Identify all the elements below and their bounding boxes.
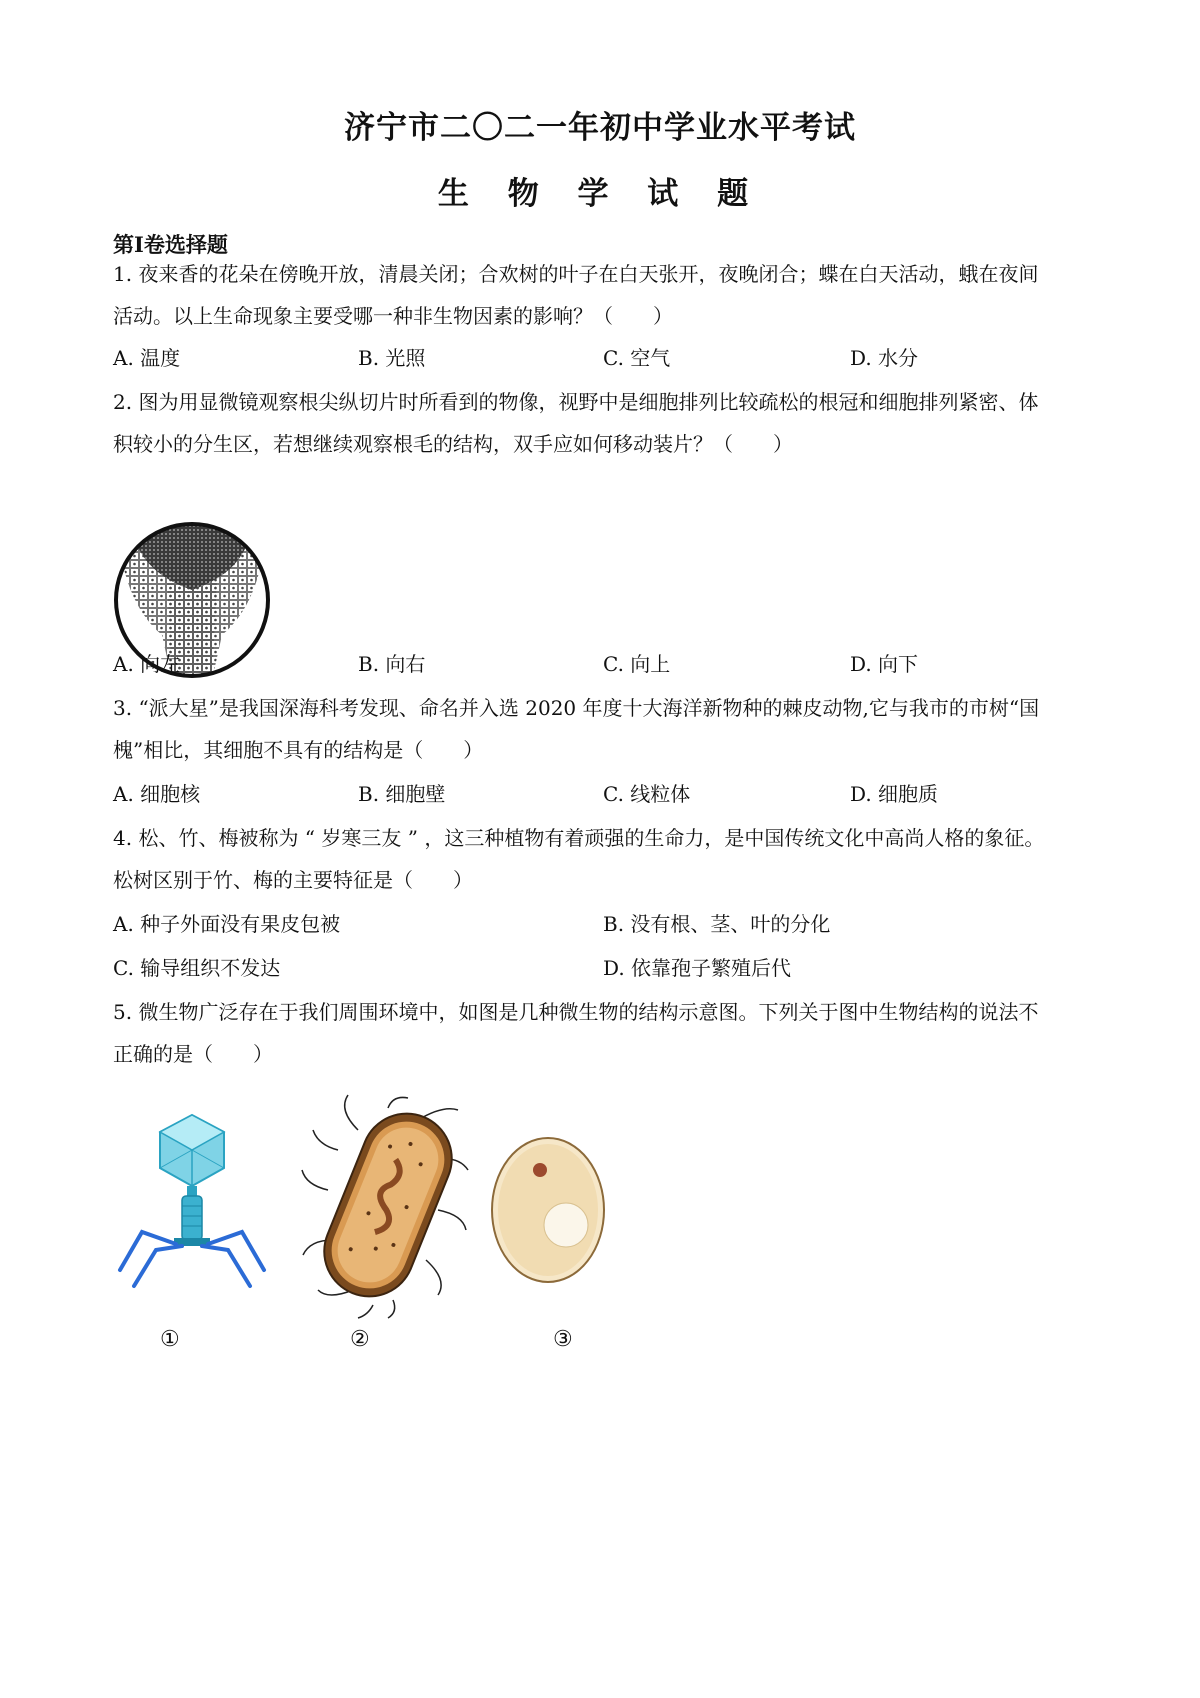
q2-option-a: A. 向左	[113, 652, 181, 676]
q4-line-2: 松树区别于竹、梅的主要特征是（ ）	[113, 868, 473, 892]
q2-option-d: D. 向下	[850, 652, 919, 676]
section-title: 第Ⅰ卷选择题	[113, 232, 228, 257]
bacteriophage-image	[112, 1110, 272, 1300]
q5-line-2: 正确的是（ ）	[113, 1042, 273, 1066]
q4-line-1: 4. 松、竹、梅被称为 “ 岁寒三友 ” ，这三种植物有着顽强的生命力，是中国传统文化中高尚人格的象征。	[113, 826, 1045, 850]
q3-option-a: A. 细胞核	[113, 782, 201, 806]
q1-option-d: D. 水分	[850, 346, 919, 370]
q4-option-b: B. 没有根、茎、叶的分化	[603, 912, 831, 936]
q1-option-b: B. 光照	[358, 346, 426, 370]
exam-subtitle: 生 物 学 试 题	[437, 176, 763, 212]
q2-option-c: C. 向上	[603, 652, 671, 676]
q3-line-1: 3. “派大星”是我国深海科考发现、命名并入选 2020 年度十大海洋新物种的棘皮动物,它与我市的市树“国	[113, 696, 1040, 720]
q1-option-a: A. 温度	[113, 346, 181, 370]
q3-option-b: B. 细胞壁	[358, 782, 446, 806]
yeast-cell-image	[488, 1135, 608, 1285]
q4-option-c: C. 输导组织不发达	[113, 956, 281, 980]
q1-line-1: 1. 夜来香的花朵在傍晚开放，清晨关闭；合欢树的叶子在白天张开，夜晚闭合；蝶在白天活动，蛾在夜间	[113, 262, 1039, 286]
figure-label-3: ③	[553, 1327, 573, 1352]
q4-option-d: D. 依靠孢子繁殖后代	[603, 956, 792, 980]
q2-line-1: 2. 图为用显微镜观察根尖纵切片时所看到的物像，视野中是细胞排列比较疏松的根冠和细胞排列紧密、体	[113, 390, 1039, 414]
q4-option-a: A. 种子外面没有果皮包被	[113, 912, 341, 936]
figure-label-2: ②	[350, 1327, 370, 1352]
q1-option-c: C. 空气	[603, 346, 671, 370]
bacterium-image	[298, 1090, 478, 1320]
q2-line-2: 积较小的分生区，若想继续观察根毛的结构，双手应如何移动装片？（ ）	[113, 432, 793, 456]
q3-line-2: 槐”相比，其细胞不具有的结构是（ ）	[113, 738, 484, 762]
q3-option-d: D. 细胞质	[850, 782, 939, 806]
exam-title: 济宁市二〇二一年初中学业水平考试	[344, 110, 856, 146]
q5-line-1: 5. 微生物广泛存在于我们周围环境中，如图是几种微生物的结构示意图。下列关于图中生物结构的说法不	[113, 1000, 1039, 1024]
q3-option-c: C. 线粒体	[603, 782, 691, 806]
q2-option-b: B. 向右	[358, 652, 426, 676]
figure-label-1: ①	[160, 1327, 180, 1352]
q1-line-2: 活动。以上生命现象主要受哪一种非生物因素的影响？（ ）	[113, 304, 673, 328]
